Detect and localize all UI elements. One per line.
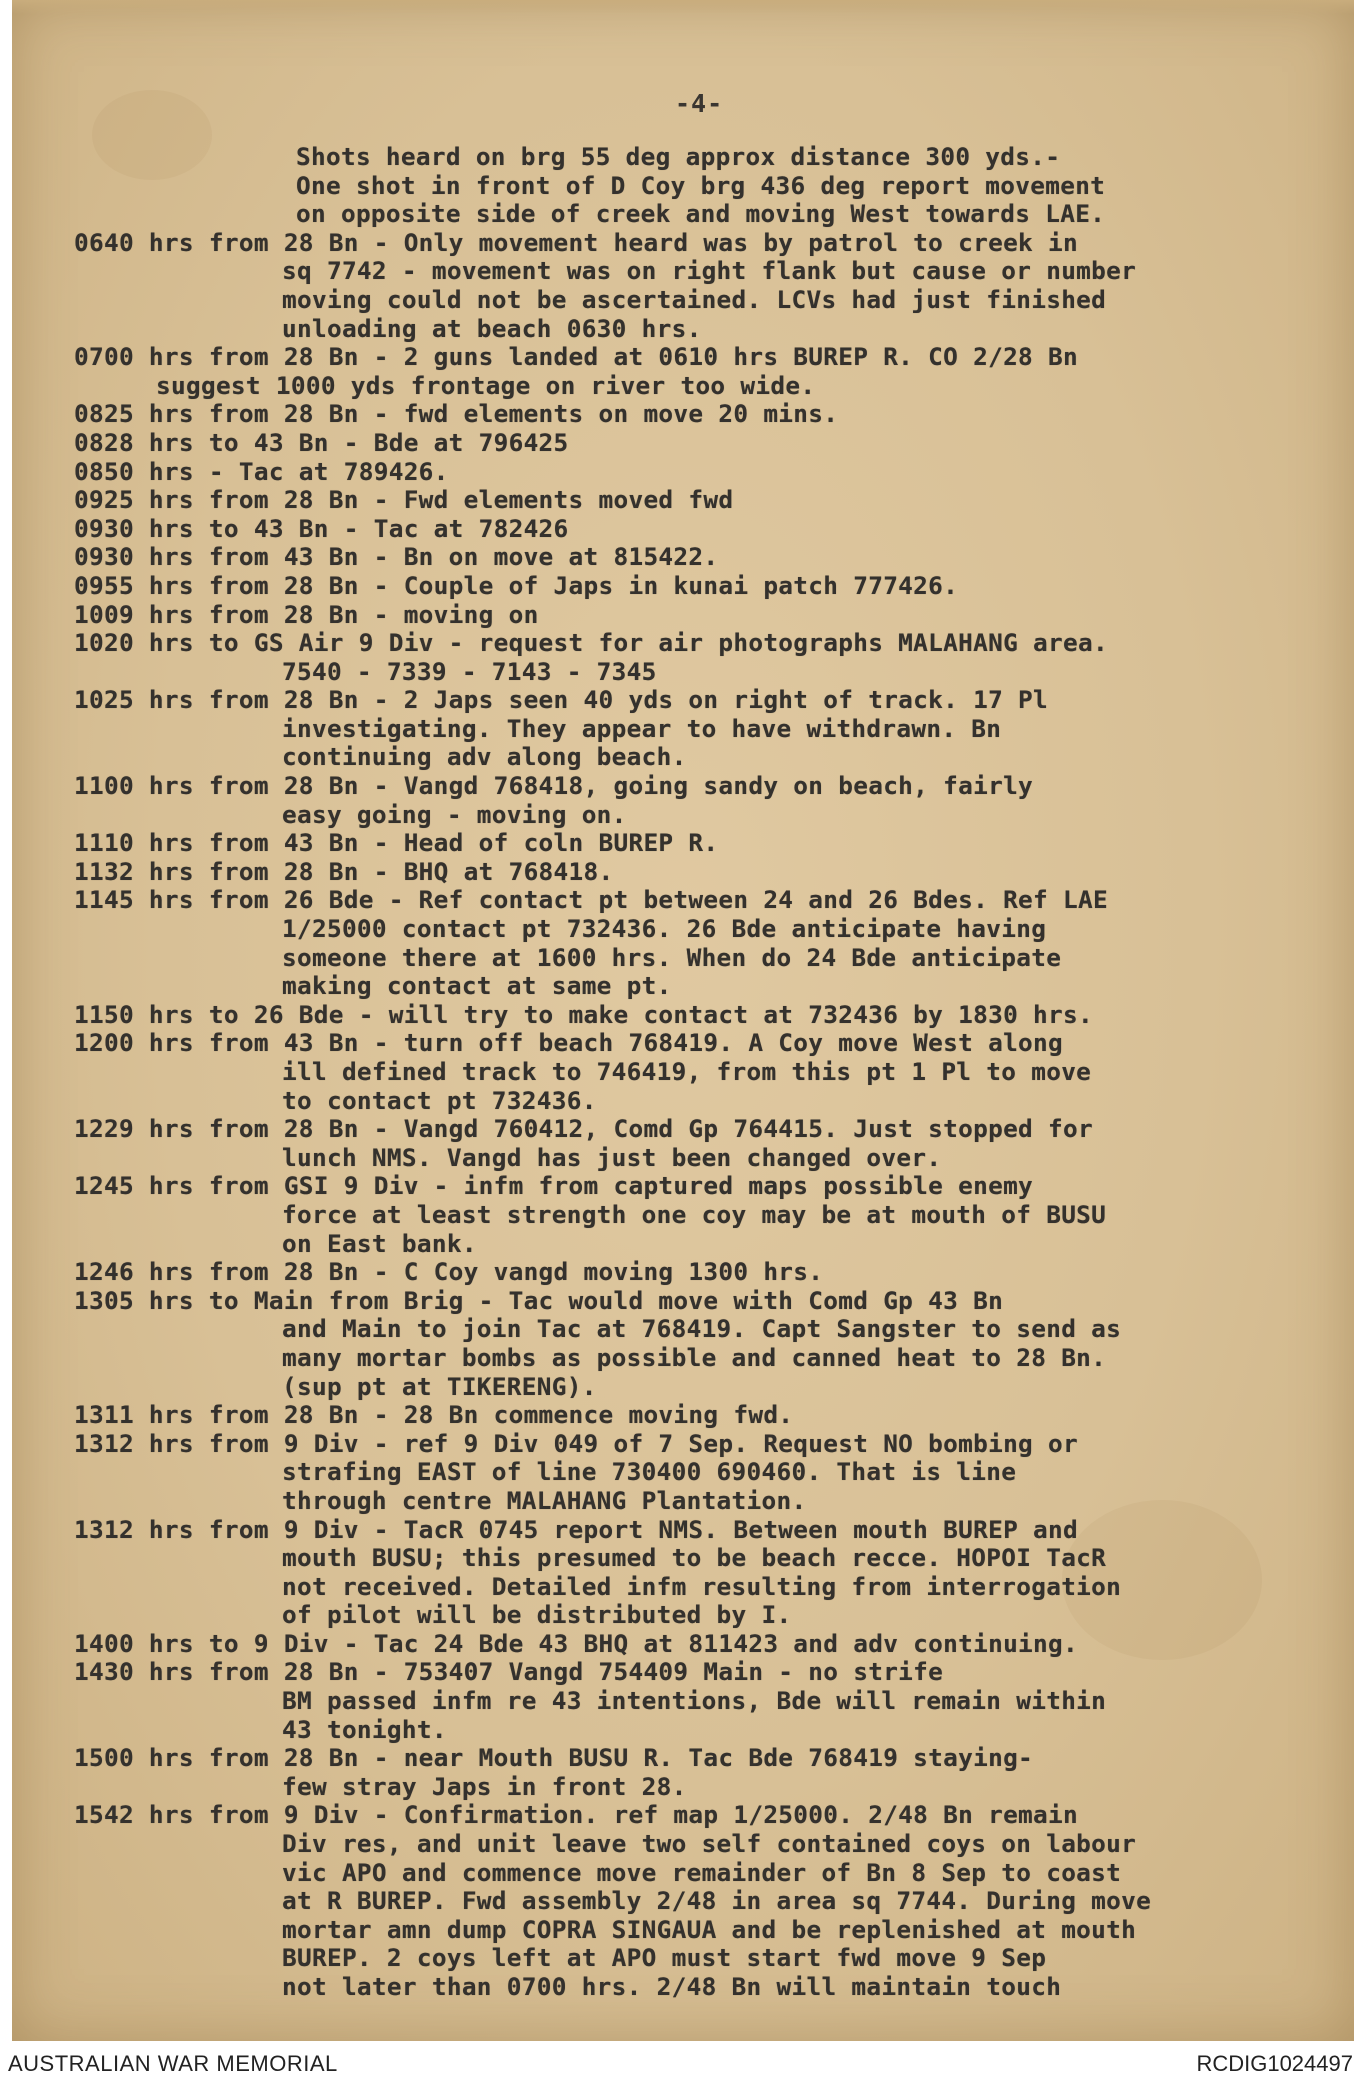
entry-text: from 9 Div - TacR 0745 report NMS. Between mouth BUREP and bbox=[208, 1514, 1078, 1544]
entry-text: (sup pt at TIKERENG). bbox=[282, 1371, 597, 1401]
log-continuation-line bbox=[74, 1544, 1274, 1573]
log-entry-line bbox=[74, 543, 1274, 572]
entry-time: 1150 hrs bbox=[74, 999, 194, 1029]
entry-text: from 28 Bn - near Mouth BUSU R. Tac Bde 768419 staying- bbox=[208, 1743, 1034, 1773]
log-entry-line bbox=[74, 601, 1274, 630]
log-continuation-line bbox=[74, 1887, 1274, 1916]
entry-text: Div res, and unit leave two self contained coys on labour bbox=[282, 1829, 1137, 1859]
log-entry-line bbox=[74, 486, 1274, 515]
entry-text: of pilot will be distributed by I. bbox=[282, 1600, 792, 1630]
log-entry-line bbox=[74, 229, 1274, 258]
entry-text: - Tac at 789426. bbox=[208, 456, 449, 486]
log-entry-line bbox=[74, 429, 1274, 458]
log-entry-line bbox=[74, 629, 1274, 658]
log-continuation-line bbox=[74, 801, 1274, 830]
entry-text: from 43 Bn - Head of coln BUREP R. bbox=[208, 828, 719, 858]
log-continuation-line bbox=[74, 1315, 1274, 1344]
entry-text: someone there at 1600 hrs. When do 24 Bde anticipate bbox=[282, 942, 1062, 972]
log-continuation-line bbox=[74, 972, 1274, 1001]
entry-text: from 28 Bn - C Coy vangd moving 1300 hrs. bbox=[208, 1257, 824, 1287]
entry-text: from 28 Bn - Vangd 768418, going sandy on beach, fairly bbox=[208, 771, 1034, 801]
log-entry-line bbox=[74, 1115, 1274, 1144]
log-continuation-line bbox=[74, 1058, 1274, 1087]
log-continuation-line bbox=[74, 1944, 1274, 1973]
log-continuation-line bbox=[74, 715, 1274, 744]
log-entry-line bbox=[74, 458, 1274, 487]
entry-time: 1305 hrs bbox=[74, 1285, 194, 1315]
entry-text: BUREP. 2 coys left at APO must start fwd move 9 Sep bbox=[282, 1943, 1047, 1973]
entry-text: at R BUREP. Fwd assembly 2/48 in area sq 7744. During move bbox=[282, 1886, 1152, 1916]
entry-text: from 28 Bn - Only movement heard was by patrol to creek in bbox=[208, 227, 1078, 257]
entry-text: unloading at beach 0630 hrs. bbox=[282, 313, 702, 343]
log-continuation-line bbox=[74, 1487, 1274, 1516]
entry-text: from 28 Bn - Couple of Japs in kunai patch 777426. bbox=[208, 570, 959, 600]
entry-time: 1009 hrs bbox=[74, 599, 194, 629]
log-continuation-line bbox=[74, 1344, 1274, 1373]
entry-time: 0640 hrs bbox=[74, 227, 194, 257]
entry-time: 0825 hrs bbox=[74, 399, 194, 429]
log-continuation-line bbox=[74, 1373, 1274, 1402]
log-continuation-line bbox=[74, 658, 1274, 687]
entry-time: 0930 hrs bbox=[74, 513, 194, 543]
log-entry-line bbox=[74, 1029, 1274, 1058]
entry-text: from 28 Bn - Vangd 760412, Comd Gp 764415. Just stopped for bbox=[208, 1114, 1093, 1144]
entry-time: 0850 hrs bbox=[74, 456, 194, 486]
log-entry-line bbox=[74, 400, 1274, 429]
entry-time: 1245 hrs bbox=[74, 1171, 194, 1201]
entry-time: 1312 hrs bbox=[74, 1428, 194, 1458]
entry-text: from 26 Bde - Ref contact pt between 24 and 26 Bdes. Ref LAE bbox=[208, 885, 1108, 915]
entry-time: 1229 hrs bbox=[74, 1114, 194, 1144]
entry-text: suggest 1000 yds frontage on river too wide. bbox=[156, 370, 816, 400]
log-entry-line bbox=[74, 1801, 1274, 1830]
log-entry-line bbox=[74, 686, 1274, 715]
entry-text: to 9 Div - Tac 24 Bde 43 BHQ at 811423 and adv continuing. bbox=[208, 1628, 1078, 1658]
entry-text: from 9 Div - Confirmation. ref map 1/25000. 2/48 Bn remain bbox=[208, 1800, 1078, 1830]
log-continuation-line bbox=[74, 1573, 1274, 1602]
log-continuation-line bbox=[74, 315, 1274, 344]
entry-time: 0925 hrs bbox=[74, 485, 194, 515]
log-continuation-line bbox=[74, 257, 1274, 286]
log-continuation-line bbox=[74, 1144, 1274, 1173]
footer-reference-id: RCDIG1024497 bbox=[1196, 2051, 1353, 2076]
entry-time: 0930 hrs bbox=[74, 542, 194, 572]
entry-text: BM passed infm re 43 intentions, Bde will remain within bbox=[282, 1686, 1107, 1716]
entry-time: 1400 hrs bbox=[74, 1628, 194, 1658]
log-entry-line bbox=[74, 1172, 1274, 1201]
entry-text: few stray Japs in front 28. bbox=[282, 1771, 687, 1801]
entry-time: 1145 hrs bbox=[74, 885, 194, 915]
entry-text: sq 7742 - movement was on right flank but cause or number bbox=[282, 256, 1137, 286]
entry-text: from GSI 9 Div - infm from captured maps possible enemy bbox=[208, 1171, 1034, 1201]
entry-time: 1110 hrs bbox=[74, 828, 194, 858]
entry-text: to contact pt 732436. bbox=[282, 1085, 597, 1115]
entry-text: One shot in front of D Coy brg 436 deg report movement bbox=[296, 170, 1106, 200]
log-entry-line bbox=[74, 1001, 1274, 1030]
log-continuation-line bbox=[74, 372, 1274, 401]
entry-text: from 43 Bn - turn off beach 768419. A Coy move West along bbox=[208, 1028, 1064, 1058]
log-continuation-line bbox=[74, 1687, 1274, 1716]
log-entry-line bbox=[74, 1287, 1274, 1316]
entry-text: from 28 Bn - 2 Japs seen 40 yds on right of track. 17 Pl bbox=[208, 685, 1049, 715]
entry-time: 1430 hrs bbox=[74, 1657, 194, 1687]
entry-text: and Main to join Tac at 768419. Capt Sangster to send as bbox=[282, 1314, 1122, 1344]
entry-text: on East bank. bbox=[282, 1228, 477, 1258]
log-continuation-line bbox=[74, 1716, 1274, 1745]
log-entry-line bbox=[74, 829, 1274, 858]
footer-institution: AUSTRALIAN WAR MEMORIAL bbox=[8, 2051, 338, 2076]
log-entry-line bbox=[74, 858, 1274, 887]
entry-text: many mortar bombs as possible and canned heat to 28 Bn. bbox=[282, 1342, 1107, 1372]
entry-text: not later than 0700 hrs. 2/48 Bn will maintain touch bbox=[282, 1972, 1062, 2001]
entry-text: from 28 Bn - moving on bbox=[208, 599, 539, 629]
log-continuation-line bbox=[74, 1458, 1274, 1487]
document-sheet bbox=[12, 0, 1354, 2041]
log-entry-line bbox=[74, 572, 1274, 601]
entry-time: 1025 hrs bbox=[74, 685, 194, 715]
entry-text: easy going - moving on. bbox=[282, 799, 627, 829]
log-continuation-line bbox=[74, 1973, 1274, 2002]
entry-time: 1312 hrs bbox=[74, 1514, 194, 1544]
entry-time: 1100 hrs bbox=[74, 771, 194, 801]
log-entry-line bbox=[74, 1744, 1274, 1773]
entry-text: from 28 Bn - BHQ at 768418. bbox=[208, 856, 614, 886]
log-entry-line bbox=[74, 515, 1274, 544]
log-continuation-line bbox=[74, 1830, 1274, 1859]
entry-text: ill defined track to 746419, from this pt 1 Pl to move bbox=[282, 1057, 1092, 1086]
entry-text: vic APO and commence move remainder of Bn 8 Sep to coast bbox=[282, 1857, 1122, 1887]
log-continuation-line bbox=[74, 1916, 1274, 1945]
entry-time: 1542 hrs bbox=[74, 1800, 194, 1830]
entry-time: 1500 hrs bbox=[74, 1743, 194, 1773]
log-continuation-line bbox=[74, 944, 1274, 973]
entry-text: from 43 Bn - Bn on move at 815422. bbox=[208, 542, 719, 572]
entry-text: making contact at same pt. bbox=[282, 971, 672, 1001]
entry-time: 0828 hrs bbox=[74, 427, 194, 457]
log-continuation-line bbox=[74, 1601, 1274, 1630]
log-entry-line bbox=[74, 343, 1274, 372]
entry-time: 0955 hrs bbox=[74, 570, 194, 600]
page-number: -4- bbox=[675, 89, 724, 118]
entry-time: 1132 hrs bbox=[74, 856, 194, 886]
log-continuation-line bbox=[74, 915, 1274, 944]
entry-time: 1311 hrs bbox=[74, 1400, 194, 1430]
entry-text: moving could not be ascertained. LCVs had just finished bbox=[282, 284, 1107, 314]
entry-text: from 28 Bn - 28 Bn commence moving fwd. bbox=[208, 1400, 794, 1430]
entry-text: to GS Air 9 Div - request for air photographs MALAHANG area. bbox=[208, 628, 1108, 658]
entry-time: 1200 hrs bbox=[74, 1028, 194, 1058]
entry-text: mortar amn dump COPRA SINGAUA and be replenished at mouth bbox=[282, 1914, 1137, 1944]
entry-text: investigating. They appear to have withdrawn. Bn bbox=[282, 713, 1002, 743]
entry-text: 1/25000 contact pt 732436. 26 Bde anticipate having bbox=[282, 914, 1047, 944]
entry-text: strafing EAST of line 730400 690460. That is line bbox=[282, 1457, 1017, 1487]
entry-time: 0700 hrs bbox=[74, 342, 194, 372]
log-continuation-line bbox=[74, 1087, 1274, 1116]
entry-text: 7540 - 7339 - 7143 - 7345 bbox=[282, 656, 657, 686]
log-entry-line bbox=[74, 1401, 1274, 1430]
entry-text: to 43 Bn - Bde at 796425 bbox=[208, 427, 569, 457]
log-entry-line bbox=[74, 1516, 1274, 1545]
log-continuation-line bbox=[74, 143, 1274, 172]
entry-text: continuing adv along beach. bbox=[282, 742, 687, 772]
entry-text: from 28 Bn - 2 guns landed at 0610 hrs BUREP R. CO 2/28 Bn bbox=[208, 342, 1078, 372]
log-entry-line bbox=[74, 1258, 1274, 1287]
log-entry-line bbox=[74, 886, 1274, 915]
log-entry-line bbox=[74, 1658, 1274, 1687]
entry-text: force at least strength one coy may be at mouth of BUSU bbox=[282, 1199, 1107, 1229]
entry-text: through centre MALAHANG Plantation. bbox=[282, 1485, 807, 1515]
entry-text: from 28 Bn - fwd elements on move 20 mins. bbox=[208, 399, 839, 429]
entry-text: lunch NMS. Vangd has just been changed over. bbox=[282, 1142, 942, 1172]
log-entry-line bbox=[74, 772, 1274, 801]
entry-text: to 43 Bn - Tac at 782426 bbox=[208, 513, 569, 543]
log-continuation-line bbox=[74, 286, 1274, 315]
entry-text: on opposite side of creek and moving West towards LAE. bbox=[296, 199, 1106, 229]
entry-text: 43 tonight. bbox=[282, 1714, 447, 1744]
log-entry-line bbox=[74, 1630, 1274, 1659]
entry-text: to Main from Brig - Tac would move with Comd Gp 43 Bn bbox=[208, 1285, 1004, 1315]
log-continuation-line bbox=[74, 200, 1274, 229]
entry-text: not received. Detailed infm resulting from interrogation bbox=[282, 1571, 1122, 1601]
entry-text: from 28 Bn - Fwd elements moved fwd bbox=[208, 485, 734, 515]
log-continuation-line bbox=[74, 1773, 1274, 1802]
entry-text: from 28 Bn - 753407 Vangd 754409 Main - no strife bbox=[208, 1657, 944, 1687]
entry-time: 1020 hrs bbox=[74, 628, 194, 658]
log-continuation-line bbox=[74, 1201, 1274, 1230]
log-continuation-line bbox=[74, 1859, 1274, 1888]
log-continuation-line bbox=[74, 743, 1274, 772]
log-entry-line bbox=[74, 1430, 1274, 1459]
footer-bar bbox=[0, 2041, 1367, 2082]
log-entries bbox=[74, 143, 1274, 2002]
entry-text: from 9 Div - ref 9 Div 049 of 7 Sep. Request NO bombing or bbox=[208, 1428, 1078, 1458]
entry-text: mouth BUSU; this presumed to be beach recce. HOPOI TacR bbox=[282, 1543, 1107, 1573]
entry-text: to 26 Bde - will try to make contact at 732436 by 1830 hrs. bbox=[208, 999, 1093, 1029]
entry-text: Shots heard on brg 55 deg approx distance 300 yds.- bbox=[296, 142, 1061, 171]
log-continuation-line bbox=[74, 172, 1274, 201]
log-continuation-line bbox=[74, 1230, 1274, 1259]
entry-time: 1246 hrs bbox=[74, 1257, 194, 1287]
